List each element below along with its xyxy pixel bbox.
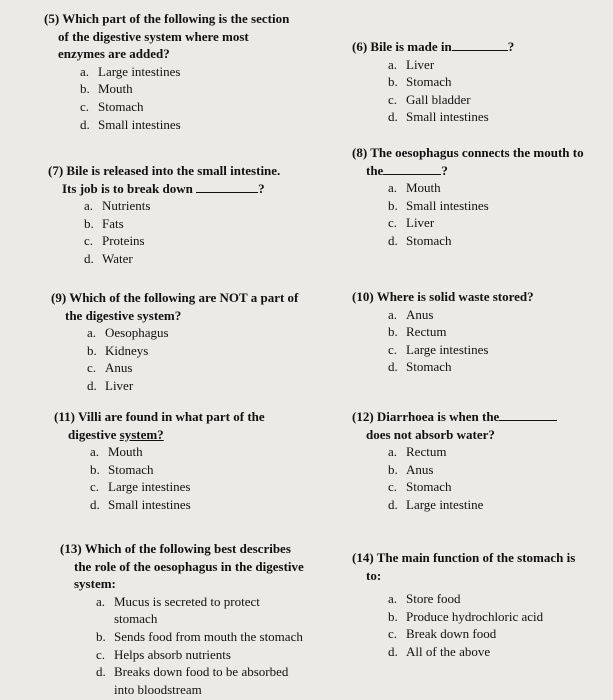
option-c[interactable]: c. Break down food (388, 626, 497, 642)
stem-line: does not absorb water? (366, 426, 495, 442)
stem-line: Bile is released into the small intestine. (66, 163, 281, 178)
option-c[interactable]: c. Anus (87, 360, 133, 376)
option-a[interactable]: a. Store food (388, 591, 461, 607)
option-list (54, 443, 304, 513)
question-13 (60, 540, 310, 698)
option-a[interactable]: a. Mouth (90, 444, 143, 460)
option-a[interactable]: a. Mouth (388, 180, 441, 196)
stem-line: the digestive system? (65, 307, 182, 323)
answer-blank[interactable] (383, 162, 441, 175)
question-11-stem: (11) Villi are found in what part of the digestive system? (54, 409, 265, 442)
question-number: (13) (60, 541, 82, 556)
option-d[interactable]: d. Stomach (388, 359, 452, 375)
stem-line: Villi are found in what part of the (77, 409, 265, 424)
question-number: (14) (352, 550, 374, 565)
stem-line: The oesophagus connects the mouth to (370, 145, 584, 160)
question-8 (352, 144, 602, 250)
question-number: (7) (48, 163, 64, 178)
answer-blank[interactable] (196, 180, 258, 193)
stem-line: Which of the following are NOT a part of (69, 290, 299, 305)
option-b[interactable]: b. Stomach (388, 74, 452, 90)
option-b[interactable]: b. Sends food from mouth the stomach (96, 628, 303, 644)
option-a[interactable]: a. Anus (388, 306, 434, 322)
option-list (60, 593, 310, 699)
question-number: (5) (44, 11, 60, 26)
question-11 (54, 408, 304, 514)
stem-line: Where is solid waste stored? (376, 289, 534, 304)
question-6 (352, 38, 592, 126)
option-list (352, 179, 602, 249)
question-14 (352, 549, 602, 661)
question-7-stem: (7) Bile is released into the small intestine. Its job is to break down ? (48, 163, 281, 196)
option-c[interactable]: c. Proteins (84, 233, 145, 249)
option-list (44, 63, 299, 133)
stem-line: the role of the oesophagus in the digestive (74, 558, 304, 574)
option-d[interactable]: d. Water (84, 250, 133, 266)
option-c[interactable]: c. Stomach (388, 479, 452, 495)
option-a[interactable]: a. Rectum (388, 444, 447, 460)
option-a[interactable]: a. Liver (388, 56, 435, 72)
option-b[interactable]: b. Produce hydrochloric acid (388, 608, 544, 624)
option-list (352, 590, 602, 660)
option-a[interactable]: a. Oesophagus (87, 325, 169, 341)
question-5-stem (44, 10, 299, 63)
option-d[interactable]: d. Large intestine (388, 496, 484, 512)
question-number: (8) (352, 145, 368, 160)
option-b[interactable]: b. Small intestines (388, 197, 489, 213)
option-list (51, 324, 311, 394)
option-b[interactable]: b. Rectum (388, 324, 447, 340)
question-6-stem: (6) Bile is made in ? (352, 39, 515, 54)
option-b[interactable]: b. Anus (388, 461, 434, 477)
question-7 (48, 162, 308, 268)
question-12 (352, 408, 602, 514)
option-d[interactable]: d. Liver (87, 377, 134, 393)
answer-blank[interactable] (452, 38, 508, 51)
option-d[interactable]: d. All of the above (388, 643, 491, 659)
option-d[interactable]: d. Small intestines (90, 496, 191, 512)
stem-line: The main function of the stomach is (376, 550, 576, 565)
stem-line: to: (366, 567, 382, 583)
option-d[interactable]: d. Small intestines (388, 109, 489, 125)
question-10 (352, 288, 592, 376)
question-5 (44, 10, 299, 133)
option-b[interactable]: b. Fats (84, 215, 124, 231)
question-12-stem: (12) Diarrhoea is when the does not absorb water? (352, 408, 602, 443)
stem-line: Which of the following best describes (84, 541, 291, 556)
option-a[interactable]: a. Large intestines (80, 63, 181, 79)
question-13-stem (60, 540, 310, 593)
option-list (48, 197, 308, 267)
question-number: (12) (352, 409, 374, 424)
option-c[interactable]: c. Large intestines (388, 341, 489, 357)
question-14-stem (352, 549, 602, 584)
option-list (352, 443, 602, 513)
question-number: (11) (54, 409, 75, 424)
option-b[interactable]: b. Kidneys (87, 342, 149, 358)
stem-line: enzymes are added? (58, 46, 170, 62)
question-number: (6) (352, 39, 368, 54)
stem-line: system: (74, 576, 116, 592)
option-d[interactable]: d. Stomach (388, 232, 452, 248)
answer-blank[interactable] (499, 408, 557, 421)
question-8-stem: (8) The oesophagus connects the mouth to the ? (352, 145, 584, 178)
option-list (352, 56, 592, 126)
option-c[interactable]: c. Helps absorb nutrients (96, 646, 231, 662)
option-d[interactable]: d. Small intestines (80, 116, 181, 132)
option-b[interactable]: b. Stomach (90, 461, 154, 477)
stem-line: of the digestive system where most (58, 28, 249, 44)
option-c[interactable]: c. Gall bladder (388, 91, 471, 107)
option-a[interactable]: a. Mucus is secreted to protect stomach (96, 593, 260, 627)
question-9-stem (51, 289, 311, 324)
question-9 (51, 289, 311, 395)
question-number: (9) (51, 290, 67, 305)
option-c[interactable]: c. Liver (388, 215, 435, 231)
stem-line: Which part of the following is the section (62, 11, 290, 26)
question-number: (10) (352, 289, 374, 304)
option-a[interactable]: a. Nutrients (84, 198, 151, 214)
option-list (352, 306, 592, 376)
option-b[interactable]: b. Mouth (80, 81, 133, 97)
option-c[interactable]: c. Stomach (80, 98, 144, 114)
option-c[interactable]: c. Large intestines (90, 479, 191, 495)
option-d[interactable]: d. Breaks down food to be absorbed into bloodstream (96, 664, 289, 697)
question-10-stem (352, 288, 592, 306)
